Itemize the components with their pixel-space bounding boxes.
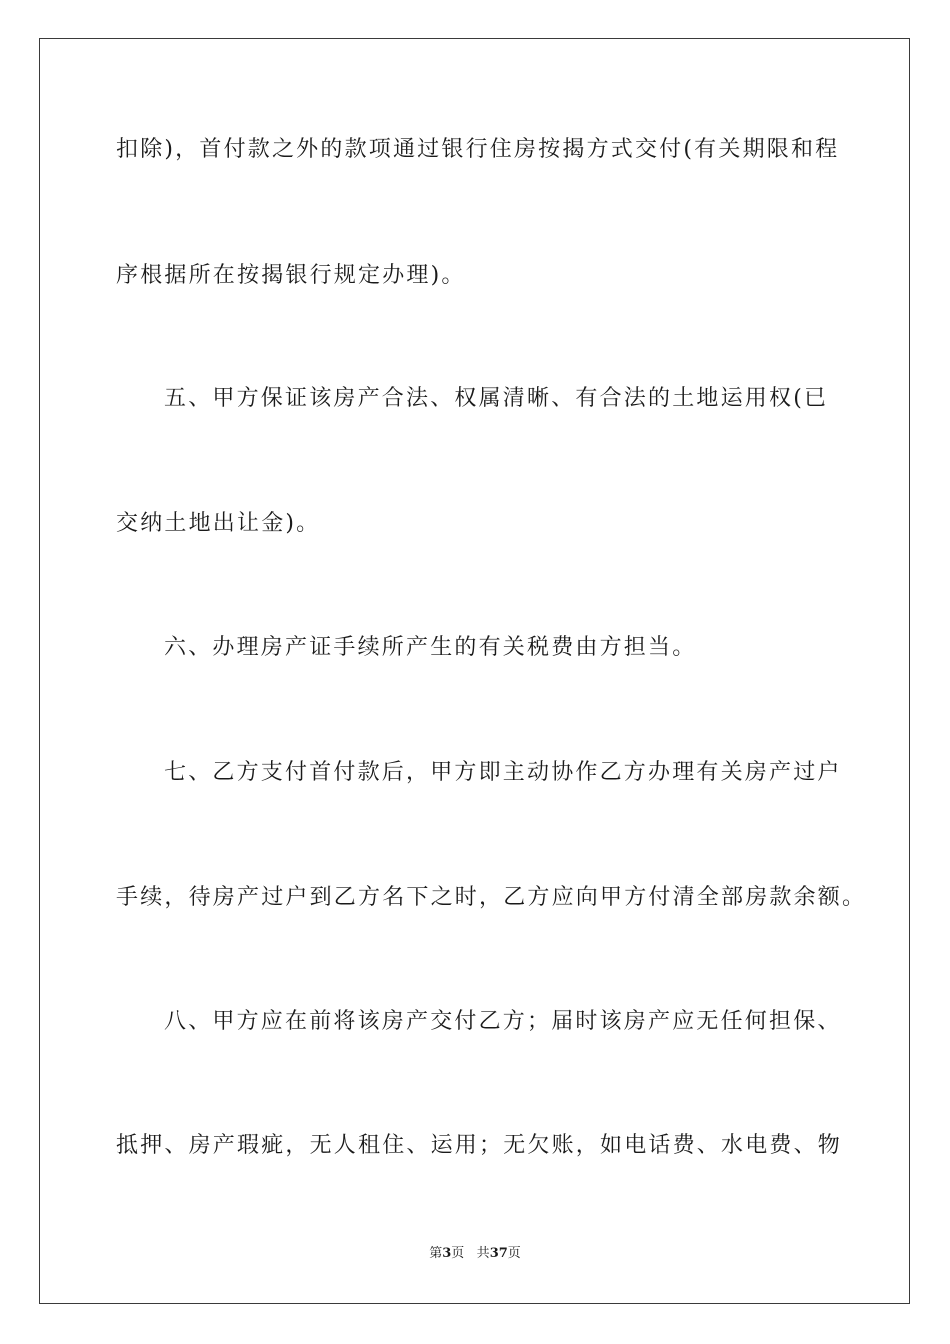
paragraph-line: 扣除)，首付款之外的款项通过银行住房按揭方式交付(有关期限和程 [116, 137, 840, 162]
page-footer [0, 1245, 950, 1263]
paragraph-line: 七、乙方支付首付款后，甲方即主动协作乙方办理有关房产过户 [164, 760, 842, 785]
page-number: 3 [442, 1246, 452, 1261]
total-pages: 37 [489, 1246, 508, 1261]
paragraph-line: 序根据所在按揭银行规定办理)。 [116, 263, 466, 288]
page-label-prefix: 第 [429, 1246, 443, 1261]
page-label-suffix: 页 [451, 1246, 465, 1261]
paragraph-line: 六、办理房产证手续所产生的有关税费由方担当。 [164, 635, 697, 660]
paragraph-line: 手续，待房产过户到乙方名下之时，乙方应向甲方付清全部房款余额。 [116, 885, 867, 910]
total-label-suffix: 页 [507, 1246, 521, 1261]
total-label-prefix: 共 [476, 1246, 490, 1261]
paragraph-line: 五、甲方保证该房产合法、权属清晰、有合法的土地运用权(已 [164, 386, 829, 411]
paragraph-line: 八、甲方应在前将该房产交付乙方；届时该房产应无任何担保、 [164, 1009, 842, 1034]
paragraph-line: 交纳土地出让金)。 [116, 511, 321, 536]
page-border [39, 38, 910, 1304]
paragraph-line: 抵押、房产瑕疵，无人租住、运用；无欠账，如电话费、水电费、物 [116, 1133, 843, 1158]
